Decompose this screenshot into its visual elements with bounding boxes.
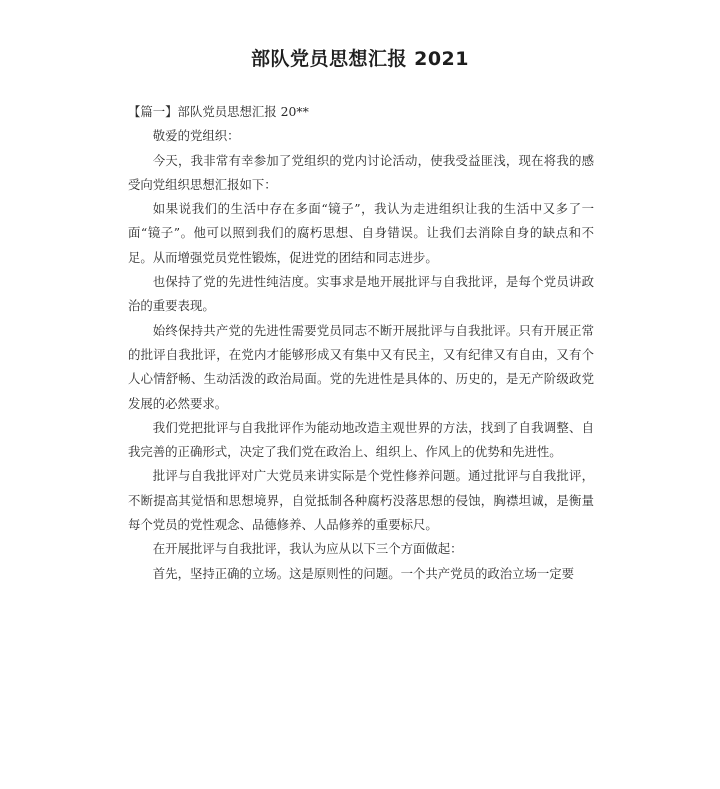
paragraph: 在开展批评与自我批评，我认为应从以下三个方面做起： xyxy=(152,541,463,557)
paragraph: 始终保持共产党的先进性需要党员同志不断开展批评与自我批评。只有开展正常的批评自我批评，在党内才能够形成又有集中又有民主，又有纪律又有自由，又有个人心情舒畅、生动活泼的政治局面。党的先进性是具体的、历史的，是无产阶级政党发展的必然要求。 xyxy=(128,322,594,411)
document-title: 部队党员思想汇报 2021 xyxy=(251,48,469,70)
paragraph: 今天，我非常有幸参加了党组织的党内讨论活动，使我受益匪浅，现在将我的感受向党组织思想汇报如下： xyxy=(128,152,594,192)
paragraph: 批评与自我批评对广大党员来讲实际是个党性修养问题。通过批评与自我批评，不断提高其觉悟和思想境界，自觉抵制各种腐朽没落思想的侵蚀，胸襟坦诚，是衡量每个党员的党性观念、品德修养、人品修养的重要标尺。 xyxy=(128,468,594,533)
salutation: 敬爱的党组织： xyxy=(152,128,240,144)
paragraph: 也保持了党的先进性纯洁度。实事求是地开展批评与自我批评，是每个党员讲政治的重要表现。 xyxy=(128,274,594,314)
paragraph: 首先，坚持正确的立场。这是原则性的问题。一个共产党员的政治立场一定要 xyxy=(152,565,575,581)
document-body xyxy=(128,100,594,586)
section-heading: 【篇一】部队党员思想汇报 20** xyxy=(128,104,309,119)
paragraph: 我们党把批评与自我批评作为能动地改造主观世界的方法，找到了自我调整、自我完善的正确形式，决定了我们党在政治上、组织上、作风上的优势和先进性。 xyxy=(128,419,594,460)
paragraph: 如果说我们的生活中存在多面“镜子”，我认为走进组织让我的生活中又多了一面“镜子”。他可以照到我们的腐朽思想、自身错误。让我们去消除自身的缺点和不足。从而增强党员党性锻炼，促进党的团结和同志进步。 xyxy=(128,201,594,265)
